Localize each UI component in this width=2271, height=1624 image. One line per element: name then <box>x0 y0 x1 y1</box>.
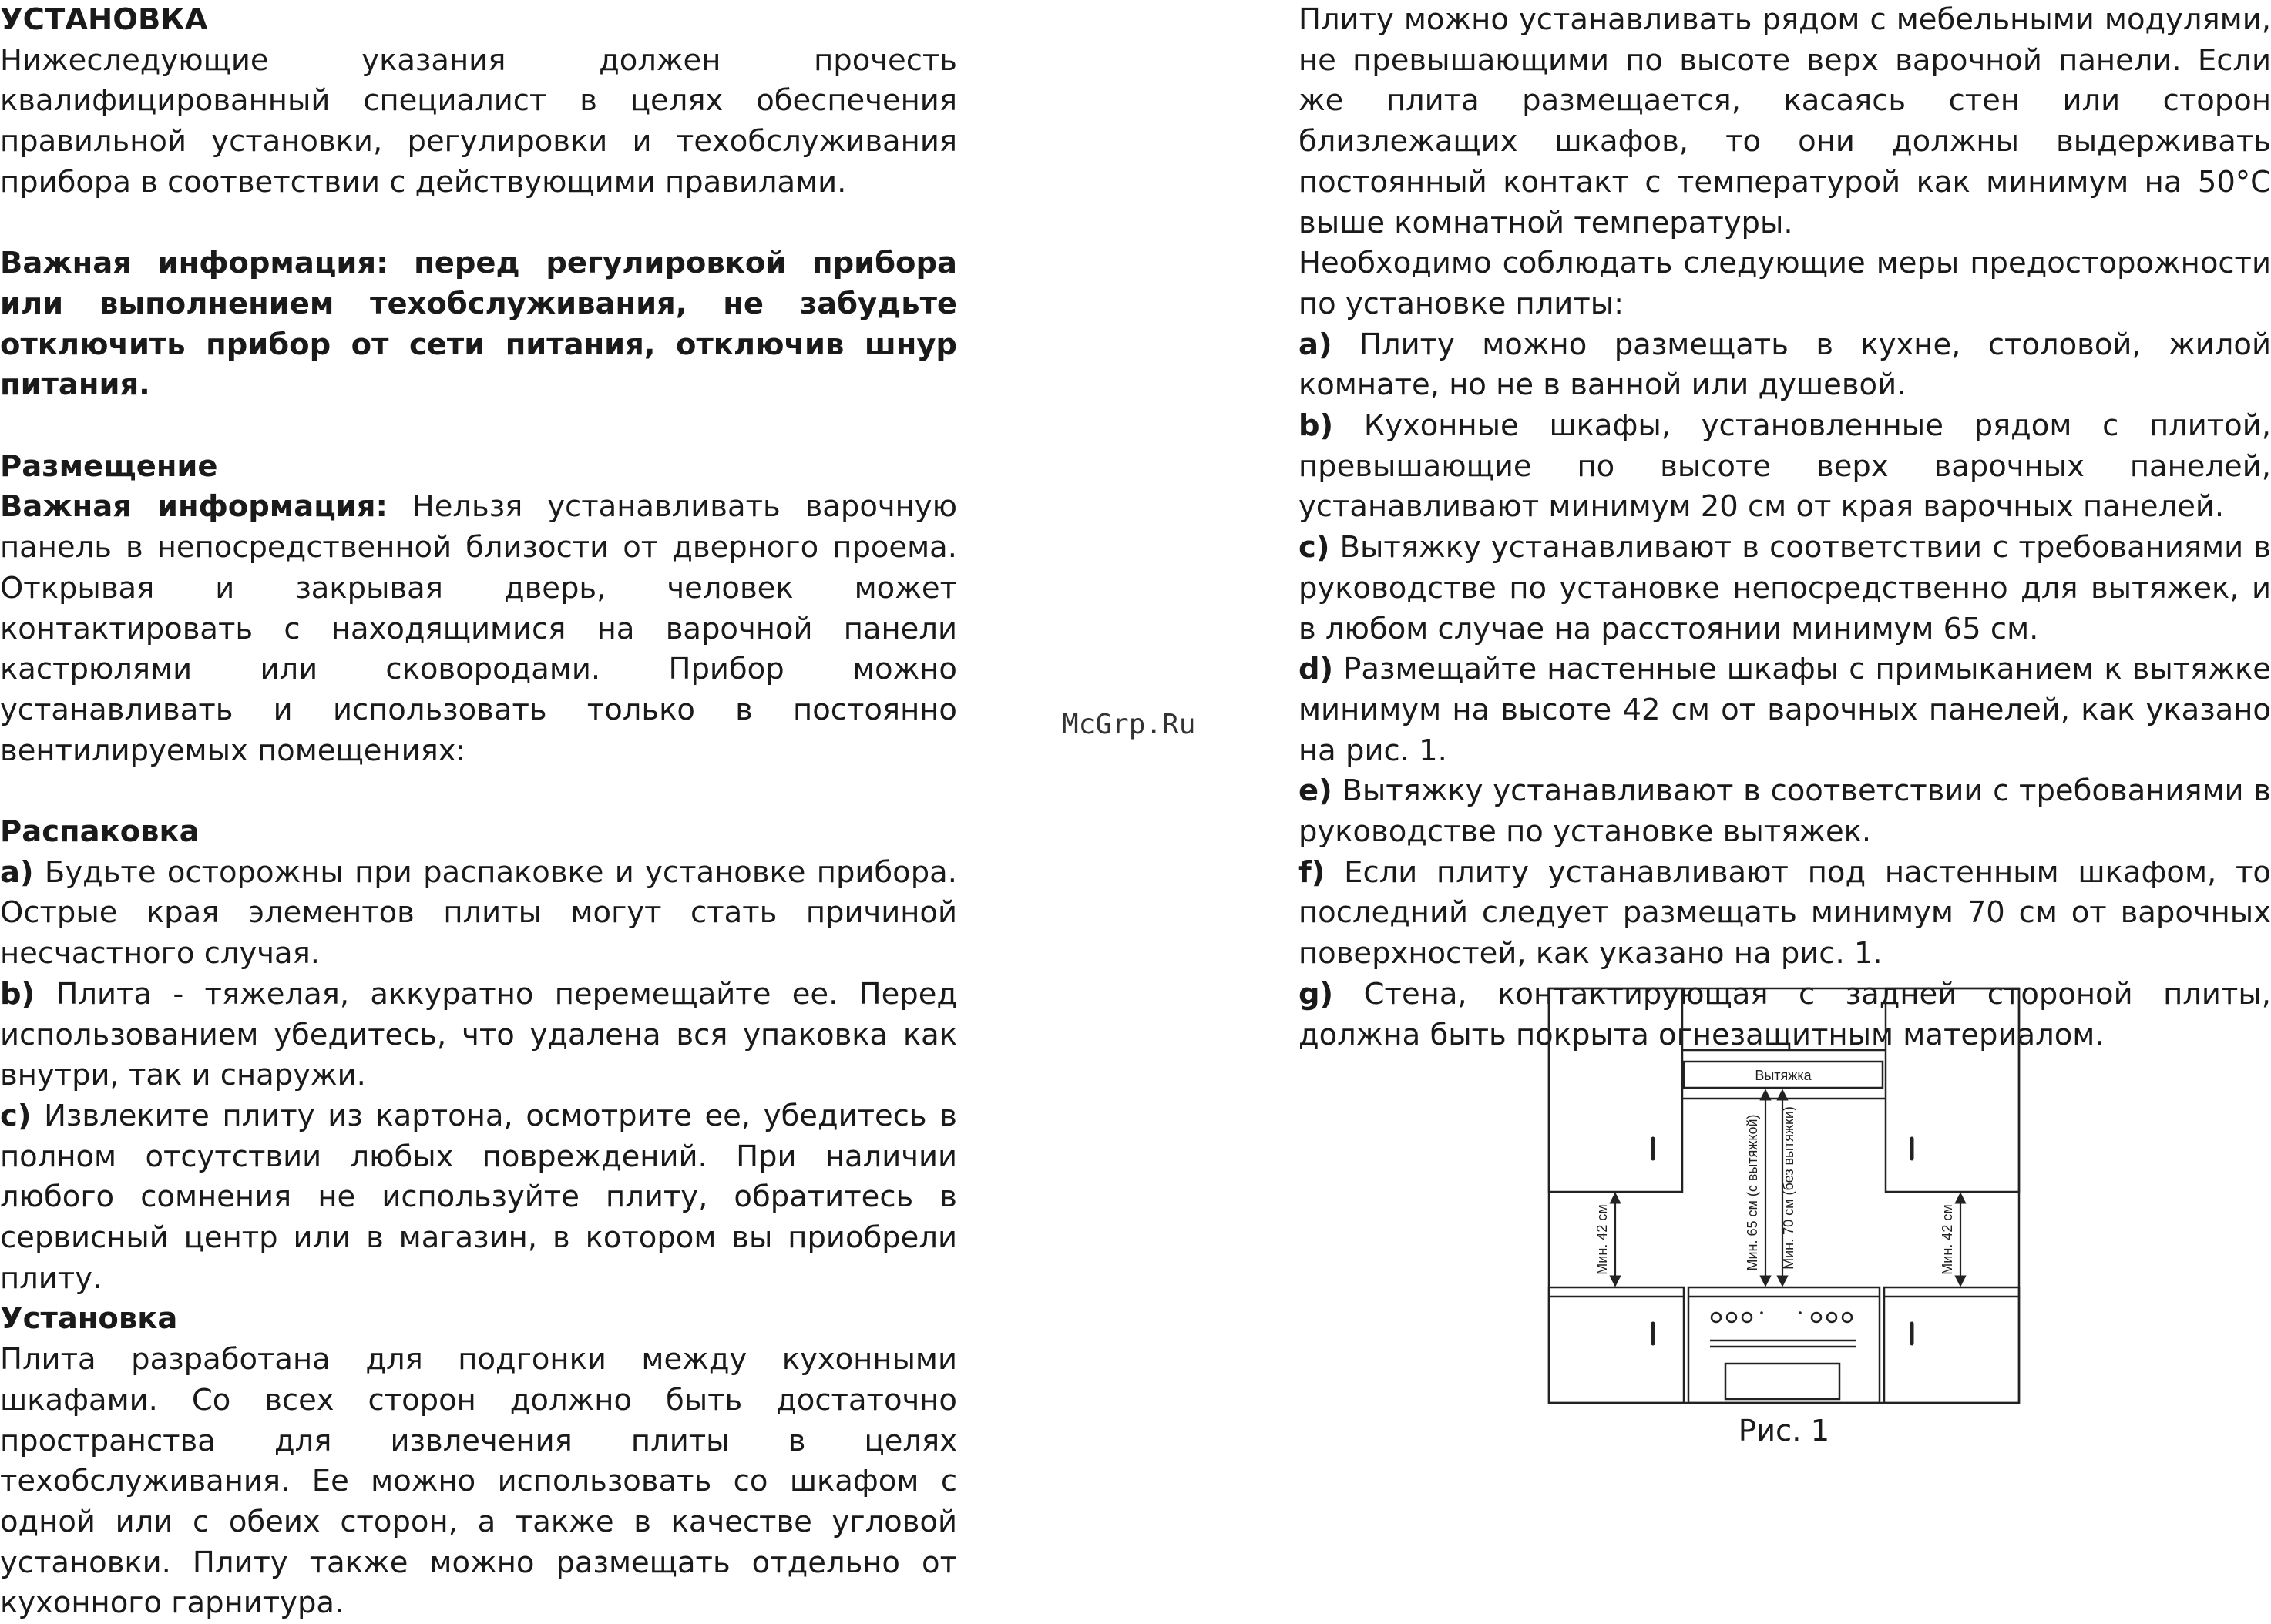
dimension-label-hood: Мин. 65 см (с вытяжкой) <box>1745 1114 1760 1271</box>
precaution-item-e <box>1298 771 2271 852</box>
oven-door-window <box>1725 1364 1839 1399</box>
list-item-text: Если плиту устанавливают под настенным шкафом, то последний следует размещать минимум 70 см от варочных поверхностей, как указано на рис. 1. <box>1298 854 2271 971</box>
right-wall-cabinet <box>1886 988 2019 1192</box>
important-warning: Важная информация: перед регулировкой прибора или выполнением техобслуживания, не забудьте отключить прибор от сети питания, отключив шнур питания. <box>0 246 957 403</box>
unpacking-item-a <box>0 853 957 975</box>
left-wall-cabinet <box>1549 988 1682 1192</box>
list-item-text: Плиту можно размещать в кухне, столовой, жилой комнате, но не в ванной или душевой. <box>1298 327 2271 403</box>
right-column <box>1298 0 2271 1055</box>
precautions-intro: Необходимо соблюдать следующие меры предосторожности по установке плиты: <box>1298 246 2271 321</box>
list-item-text: Стена, контактирующая с задней стороной плиты, должна быть покрыта огнезащитным материалом. <box>1298 976 2271 1052</box>
installation-paragraph: Плита разработана для подгонки между кухонными шкафами. Со всех сторон должно быть достаточно пространства для извлечения плиты в целях техобслуживания. Ее можно использовать со шкафом с одной или с обеих сторон, а также в качестве угловой установки. Плиту также можно размещать отдельно от кухонного гарнитура. <box>0 1342 957 1621</box>
left-base-cabinet <box>1549 1287 1684 1403</box>
list-marker: c) <box>0 1098 32 1133</box>
left-column <box>0 0 957 1624</box>
cooker <box>1688 1287 1880 1403</box>
list-marker: a) <box>0 854 34 890</box>
right-base-cabinet <box>1884 1287 2019 1403</box>
installation-heading: Установка <box>0 1301 178 1337</box>
section-title: УСТАНОВКА <box>0 2 208 37</box>
list-item-text: Размещайте настенные шкафы с примыканием к вытяжке минимум на высоте 42 см от варочных панелей, как указано на рис. 1. <box>1298 652 2271 768</box>
placement-heading: Размещение <box>0 448 218 484</box>
list-marker: e) <box>1298 773 1332 809</box>
list-marker: g) <box>1298 976 1334 1012</box>
neighbour-furniture-paragraph: Плиту можно устанавливать рядом с мебельными модулями, не превышающими по высоте верх варочной панели. Если же плита размещается, касаясь стен или сторон близлежащих шкафов, то они должны выдерживать постоянный контакт с температурой как минимум на 50°C выше комнатной температуры. <box>1298 2 2271 240</box>
precaution-item-b <box>1298 406 2271 528</box>
placement-paragraph <box>0 487 957 771</box>
list-item-text: Вытяжку устанавливают в соответствии с требованиями в руководстве по установке вытяжек. <box>1298 773 2271 850</box>
precaution-item-c <box>1298 528 2271 649</box>
list-marker: b) <box>0 976 35 1012</box>
placement-text: Нельзя устанавливать варочную панель в непосредственной близости от дверного проема. Открывая и закрывая дверь, человек может контактировать с находящимися на варочной панели кастрюлями или сковородами. Прибор можно устанавливать и использовать только в постоянно вентилируемых помещениях: <box>0 489 957 768</box>
list-item-text: Кухонные шкафы, установленные рядом с плитой, превышающие по высоте верх варочных панелей, устанавливают минимум 20 см от края варочных панелей. <box>1298 408 2271 525</box>
figure-caption: Рис. 1 <box>1738 1414 1830 1448</box>
watermark: McGrp.Ru <box>1062 709 1196 740</box>
list-item-text: Извлеките плиту из картона, осмотрите ее, убедитесь в полном отсутствии любых повреждений. При наличии любого сомнения не используйте плиту, обратитесь в сервисный центр или в магазин, в котором вы приобрели плиту. <box>0 1098 957 1296</box>
list-marker: a) <box>1298 327 1332 362</box>
placement-lead: Важная информация: <box>0 489 388 525</box>
dimension-label-no-hood: Мин. 70 см (без вытяжки) <box>1781 1106 1796 1270</box>
unpacking-item-b <box>0 975 957 1096</box>
intro-paragraph: Нижеследующие указания должен прочесть квалифицированный специалист в целях обеспечения правильной установки, регулировки и техобслуживания прибора в соответствии с действующими правилами. <box>0 42 957 200</box>
list-item-text: Плита - тяжелая, аккуратно перемещайте ее. Перед использованием убедитесь, что удалена вся упаковка как внутри, так и снаружи. <box>0 976 957 1093</box>
precaution-item-f <box>1298 853 2271 975</box>
list-marker: b) <box>1298 408 1334 444</box>
cooker-knobs <box>1712 1313 1852 1322</box>
list-marker: f) <box>1298 854 1325 890</box>
dimension-label-left: Мин. 42 см <box>1594 1204 1610 1275</box>
precaution-item-d <box>1298 649 2271 771</box>
list-item-text: Вытяжку устанавливают в соответствии с требованиями в руководстве по установке непосредственно для вытяжек, и в любом случае на расстоянии минимум 65 см. <box>1298 530 2271 646</box>
unpacking-heading: Распаковка <box>0 814 200 850</box>
precaution-item-a <box>1298 325 2271 406</box>
list-item-text: Будьте осторожны при распаковке и установке прибора. Острые края элементов плиты могут стать причиной несчастного случая. <box>0 854 957 971</box>
installation-diagram-svg <box>1545 985 2023 1416</box>
dimension-label-right: Мин. 42 см <box>1940 1204 1955 1275</box>
unpacking-item-c <box>0 1096 957 1300</box>
list-marker: c) <box>1298 530 1330 565</box>
list-marker: d) <box>1298 652 1334 687</box>
hood-label: Вытяжка <box>1755 1068 1812 1083</box>
installation-diagram <box>1545 985 2023 1455</box>
